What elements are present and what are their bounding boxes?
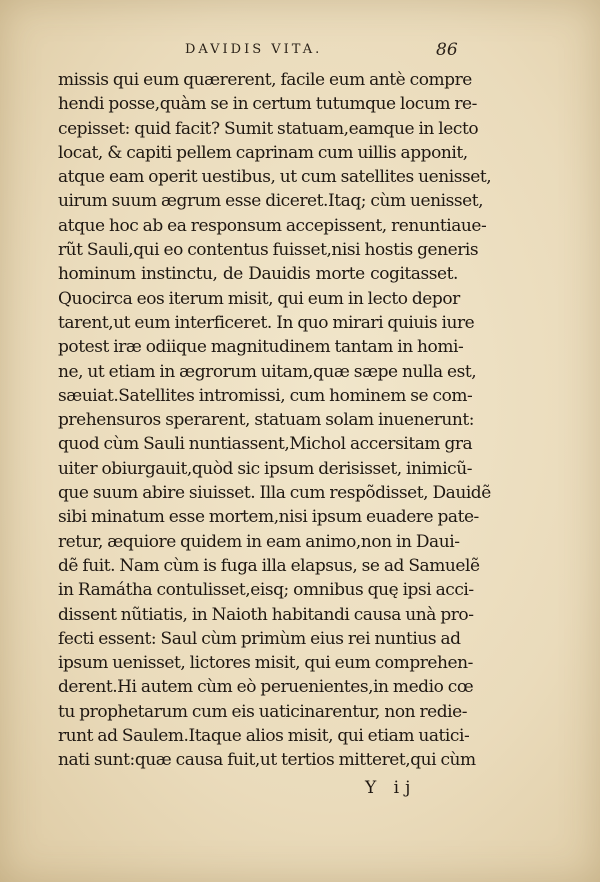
text-line: uiter obiurgauit,quòd sic ipsum derisisset, inimicũ- <box>58 458 473 479</box>
text-line: runt ad Saulem.Itaque alios misit, qui etiam uatici- <box>58 726 470 747</box>
text-line: sæuiat.Satellites intromissi, cum hominem se com- <box>58 385 473 406</box>
text-line: fecti essent: Saul cùm primùm eius rei nuntius ad <box>58 628 461 649</box>
text-line: quod cùm Sauli nuntiassent,Michol accersitam gra <box>58 434 473 455</box>
text-line: potest iræ odiique magnitudinem tantam in homi- <box>58 337 464 358</box>
text-line: tarent,ut eum interficeret. In quo mirari quiuis iure <box>58 312 475 333</box>
text-line: ne, ut etiam in ægrorum uitam,quæ sæpe nulla est, <box>58 361 477 382</box>
text-line: in Ramátha contulisset,eisq; omnibus quę ipsi acci- <box>58 580 474 601</box>
text-line: hendi posse,quàm se in certum tutumque locum re- <box>58 94 477 115</box>
page-header <box>0 42 600 66</box>
text-line: locat, & capiti pellem caprinam cum uillis apponit, <box>58 142 468 163</box>
text-line: dissent nũtiatis, in Naioth habitandi causa unà pro- <box>58 604 474 625</box>
running-head: DAVIDIS VITA. <box>185 42 323 57</box>
text-line: cepisset: quid facit? Sumit statuam,eamque in lecto <box>58 118 479 139</box>
text-line: dẽ fuit. Nam cùm is fuga illa elapsus, se ad Samuelẽ <box>58 555 480 576</box>
text-line: atque eam operit uestibus, ut cum satellites uenisset, <box>58 167 492 188</box>
text-line: tu prophetarum cum eis uaticinarentur, non redie- <box>58 701 468 722</box>
text-line: hominum instinctu, de Dauidis morte cogitasset. <box>58 264 458 285</box>
text-line: sibi minatum esse mortem,nisi ipsum euadere pate- <box>58 507 479 528</box>
text-line: Quocirca eos iterum misit, qui eum in lecto depor <box>58 288 460 309</box>
text-line: atque hoc ab ea responsum accepissent, renuntiaue- <box>58 215 487 236</box>
text-line: ipsum uenisset, lictores misit, qui eum comprehen- <box>58 653 473 674</box>
text-line: derent.Hi autem cùm eò peruenientes,in medio cœ <box>58 677 474 698</box>
text-line: prehensuros sperarent, statuam solam inuenerunt: <box>58 410 475 431</box>
signature-mark: Y ij <box>365 778 417 798</box>
text-line: rũt Sauli,qui eo contentus fuisset,nisi hostis generis <box>58 240 479 261</box>
text-line: uirum suum ægrum esse diceret.Itaq; cùm uenisset, <box>58 191 484 212</box>
text-line: retur, æquiore quidem in eam animo,non in Daui- <box>58 531 460 552</box>
text-line: missis qui eum quærerent, facile eum antè compre <box>58 70 472 90</box>
page-number: 86 <box>436 40 458 60</box>
text-line: que suum abire siuisset. Illa cum respõdisset, Dauidẽ <box>58 483 491 504</box>
text-line: nati sunt:quæ causa fuit,ut tertios mitteret,qui cùm <box>58 750 476 771</box>
body-text <box>58 68 492 773</box>
